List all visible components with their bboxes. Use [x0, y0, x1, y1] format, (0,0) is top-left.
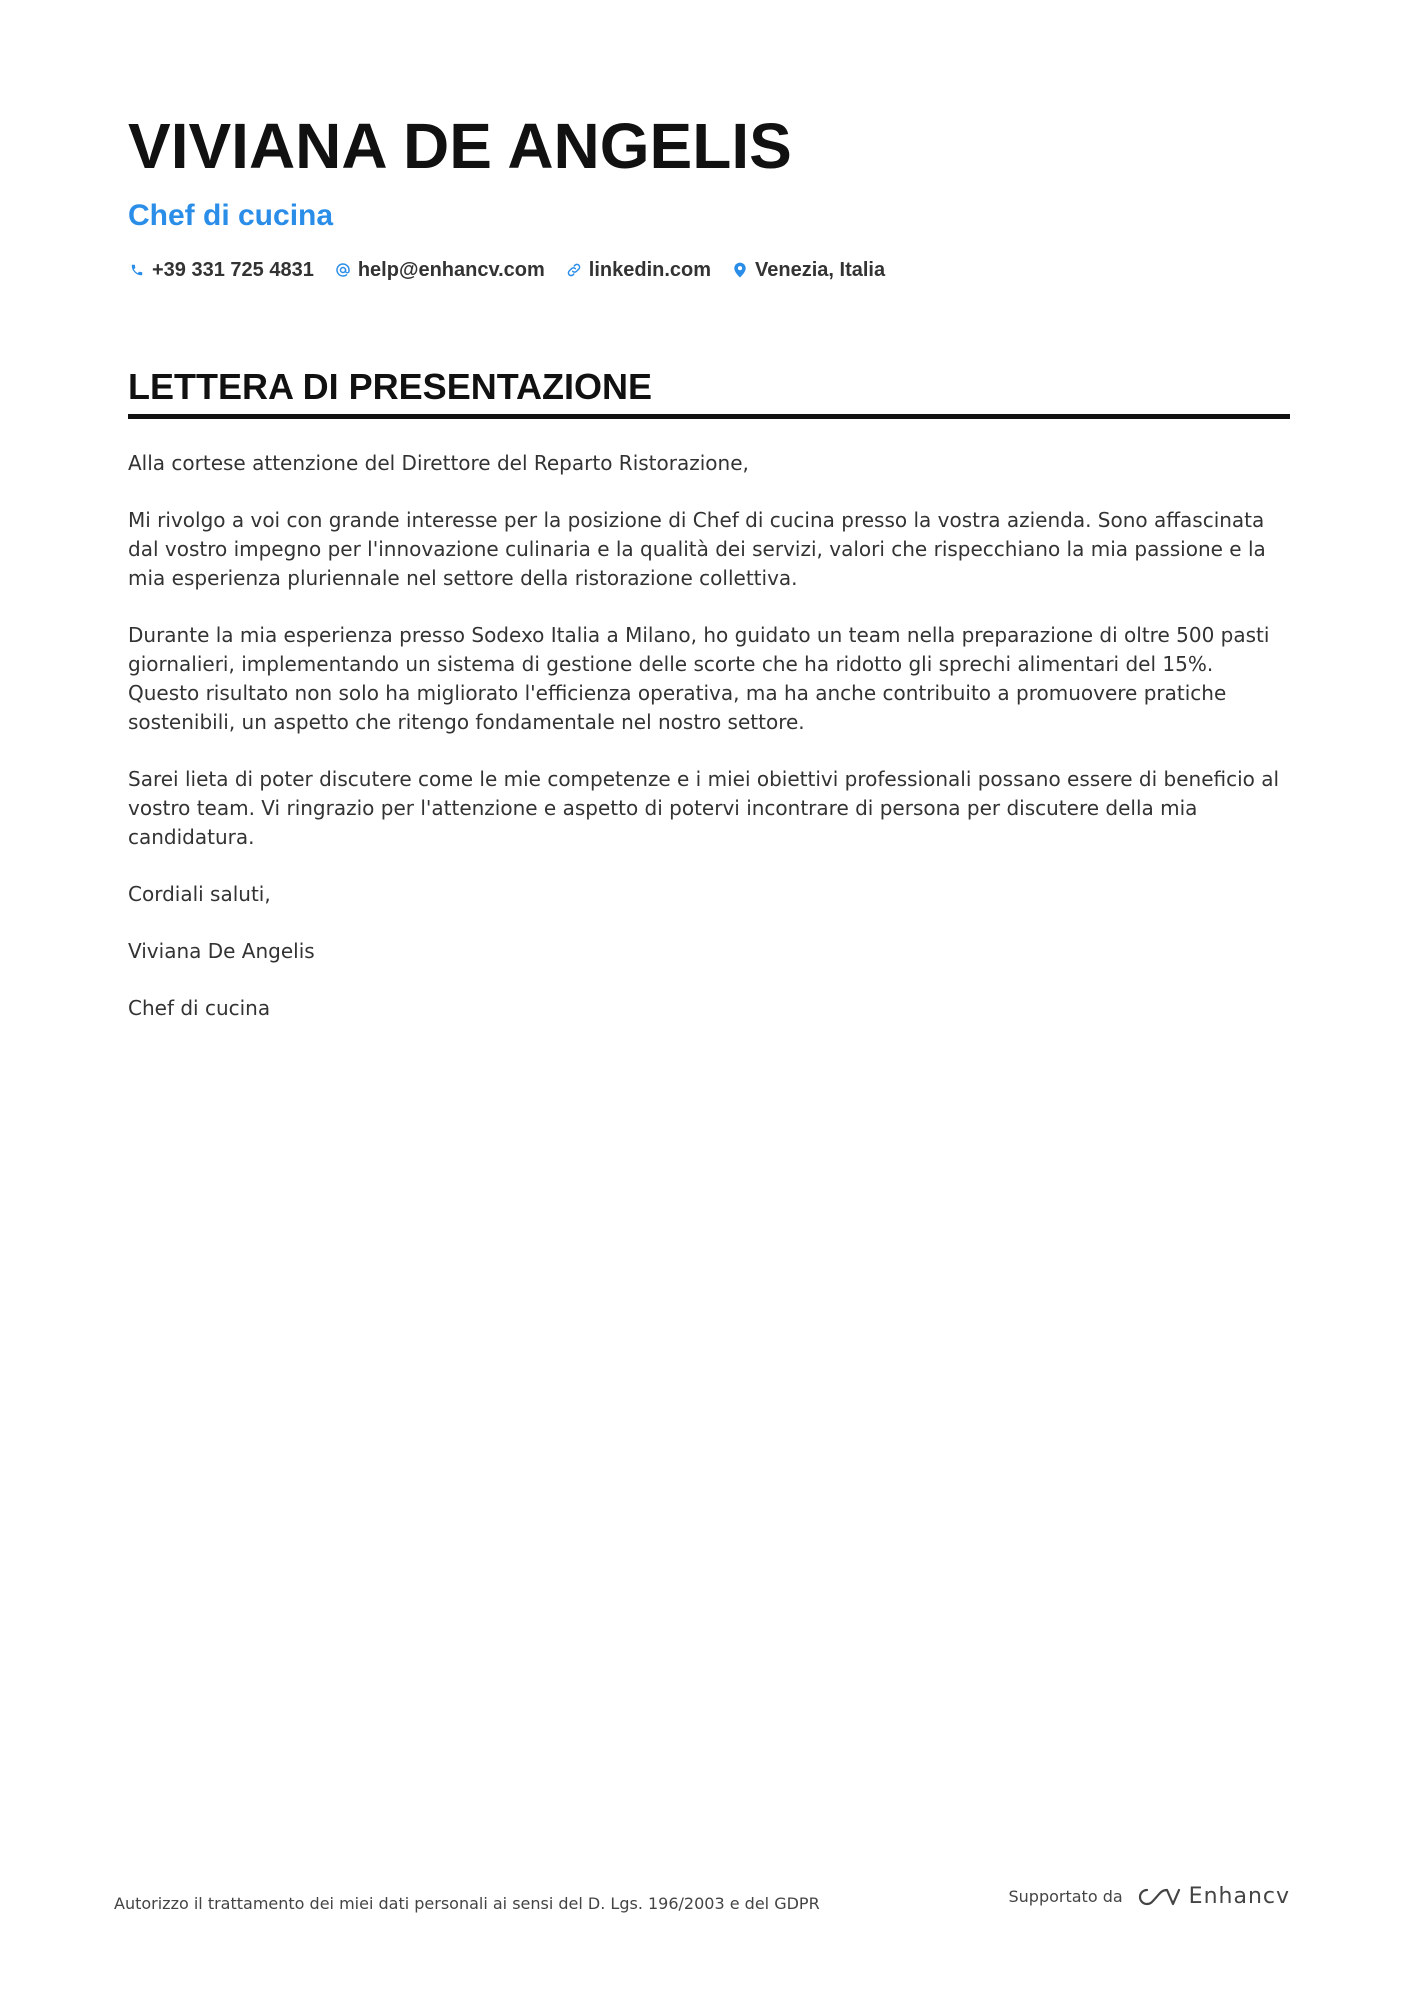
contact-location: [731, 256, 885, 284]
cover-letter-page: [128, 108, 1290, 1051]
letter-salutation: Alla cortese attenzione del Direttore del Reparto Ristorazione,: [128, 451, 749, 475]
contact-phone-text: +39 331 725 4831: [152, 259, 314, 281]
brand-name[interactable]: Enhancv: [1188, 1884, 1290, 1909]
contact-linkedin[interactable]: [565, 256, 711, 284]
link-icon: [565, 261, 583, 279]
contact-phone: [128, 256, 314, 284]
letter-paragraph: Sarei lieta di poter discutere come le mie competenze e i miei obiettivi professionali possano essere di beneficio al vostro team. Vi ringrazio per l'attenzione e aspetto di potervi incontrare di persona per discutere della mia candidatura.: [128, 767, 1280, 849]
powered-by: [1009, 1884, 1291, 1909]
letter-closing: Cordiali saluti,: [128, 882, 271, 906]
at-icon: [334, 261, 352, 279]
section-title: LETTERA DI PRESENTAZIONE: [128, 366, 1290, 419]
enhancv-logo-icon[interactable]: [1135, 1885, 1181, 1909]
contact-email[interactable]: [334, 256, 545, 284]
contact-bar: [128, 256, 1290, 284]
candidate-name: VIVIANA DE ANGELIS: [128, 110, 792, 182]
phone-icon: [128, 261, 146, 279]
contact-location-text: Venezia, Italia: [755, 259, 886, 281]
consent-footer: Autorizzo il trattamento dei miei dati personali ai sensi del D. Lgs. 196/2003 e del GDPR: [114, 1894, 820, 1913]
letter-body: [128, 449, 1290, 1023]
location-pin-icon: [731, 261, 749, 279]
contact-email-text[interactable]: help@enhancv.com: [357, 259, 545, 281]
powered-by-label: Supportato da: [1008, 1887, 1123, 1906]
signature-name: Viviana De Angelis: [128, 939, 315, 963]
contact-linkedin-text[interactable]: linkedin.com: [588, 259, 712, 281]
candidate-role: Chef di cucina: [128, 199, 334, 232]
signature-role: Chef di cucina: [128, 996, 271, 1020]
letter-paragraph: Durante la mia esperienza presso Sodexo Italia a Milano, ho guidato un team nella preparazione di oltre 500 pasti giornalieri, implementando un sistema di gestione delle scorte che ha ridotto gli sprechi alimentari del 15%. Questo risultato non solo ha migliorato l'efficienza operativa, ma ha anche contribuito a promuovere pratiche sostenibili, un aspetto che ritengo fondamentale nel nostro settore.: [128, 623, 1270, 734]
letter-paragraph: Mi rivolgo a voi con grande interesse per la posizione di Chef di cucina presso la vostra azienda. Sono affascinata dal vostro impegno per l'innovazione culinaria e la qualità dei servizi, valori che rispecchiano la mia passione e la mia esperienza pluriennale nel settore della ristorazione collettiva.: [128, 508, 1266, 590]
